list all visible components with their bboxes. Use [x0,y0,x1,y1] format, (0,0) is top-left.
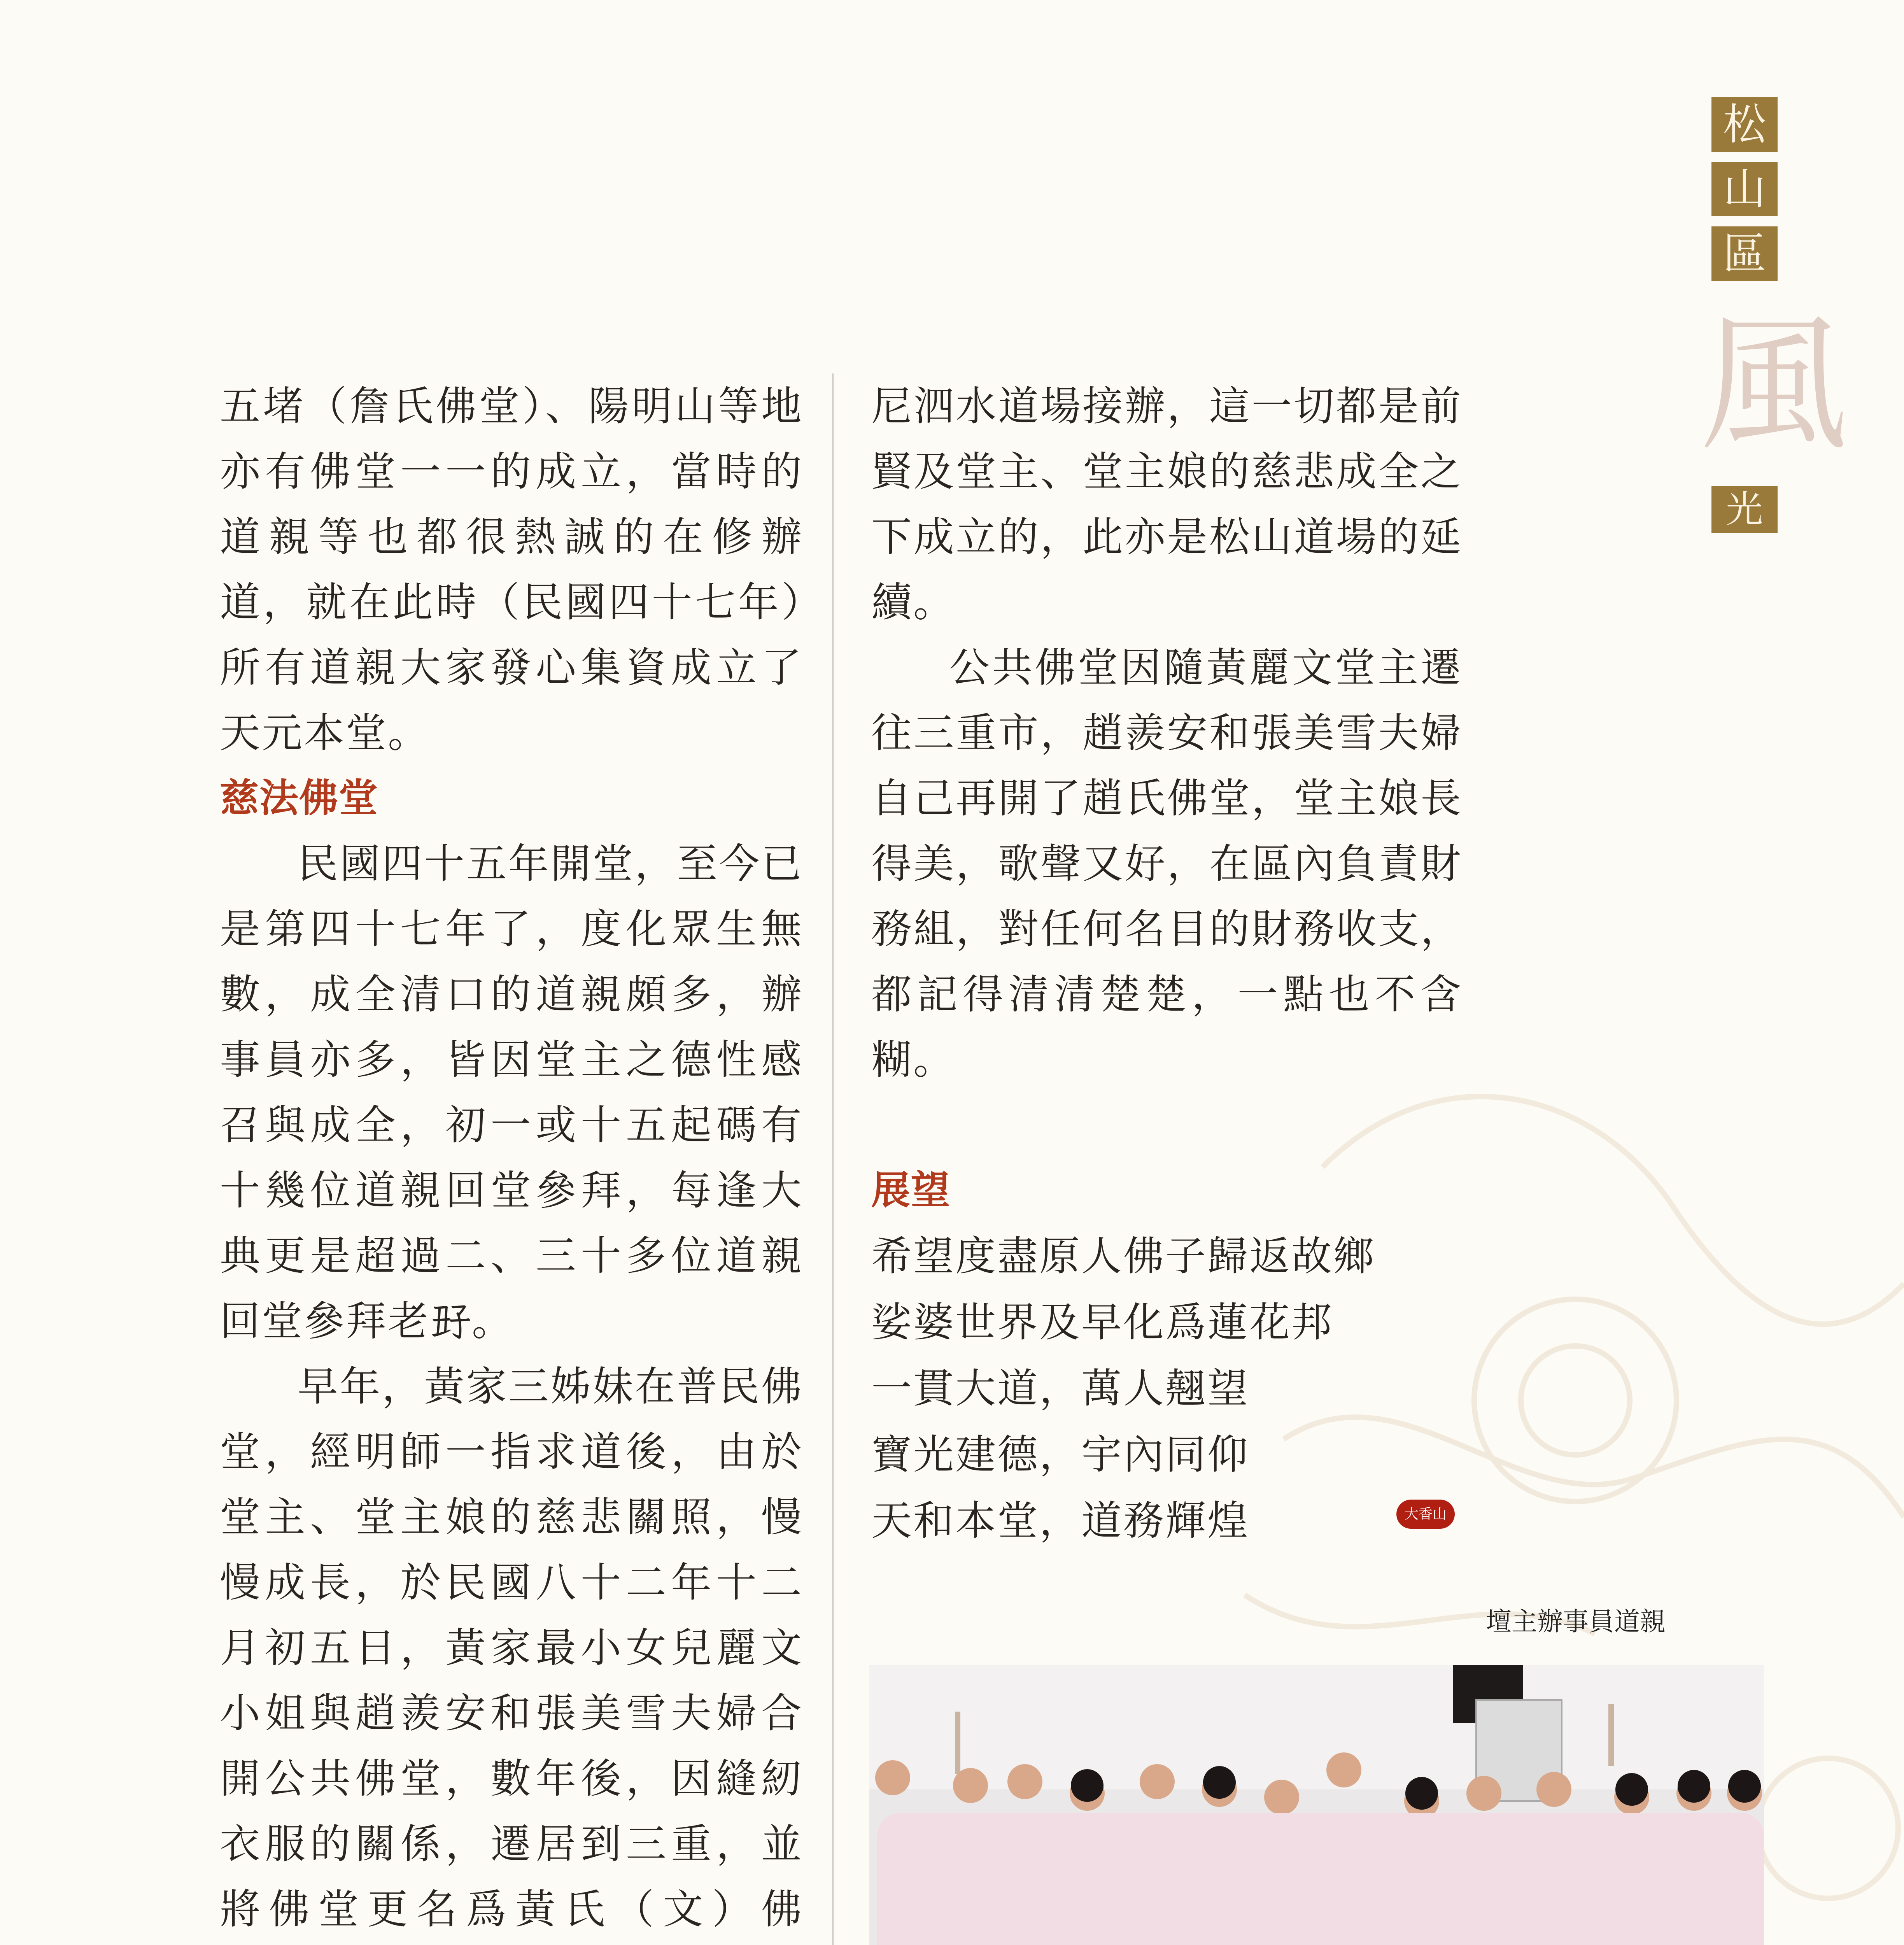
badge-char-3: 區 [1711,226,1778,281]
paragraph: 民國四十五年開堂，至今已是第四十七年了，度化眾生無數，成全清口的道親頗多，辦事員亦多，皆因堂主之德性感召與成全，初一或十五起碼有十幾位道親回堂參拜，每逢大典更是超過二、三十多位道親回堂參拜老𡥆。 [220,840,803,1345]
paragraph: 公共佛堂因隨黃麗文堂主遷往三重市，趙羨安和張美雪夫婦自己再開了趙氏佛堂，堂主娘長得美，歌聲又好，在區內負責財務組，對任何名目的財務收支，都記得清清楚楚，一點也不含糊。 [871,644,1463,1083]
photo-caption: 壇主辦事員道親 [1486,1607,1666,1637]
paragraph: 五堵（詹氏佛堂）、陽明山等地亦有佛堂一一的成立，當時的道親等也都很熱誠的在修辦道，就在此時（民國四十七年）所有道親大家發心集資成立了天元本堂。 [220,382,803,757]
seal-stamp: 大香山 [1396,1500,1455,1529]
verse-line: 天和本堂，道務輝煌 [871,1497,1250,1544]
badge-char-5: 光 [1711,486,1778,533]
badge-char-4: 風 [1700,299,1848,471]
badge-char-1: 松 [1711,97,1778,152]
section-badge [1700,97,1848,531]
column-divider [832,373,834,1945]
verse-line: 一貫大道，萬人翹望 [871,1365,1250,1412]
section-heading: 展望 [871,1167,951,1213]
verse-line: 娑婆世界及早化爲蓮花邦 [871,1298,1334,1346]
right-column [871,373,1463,1554]
group-photo [869,1665,1764,1945]
verse-line: 希望度盡原人佛子歸返故鄉 [871,1232,1376,1280]
section-heading: 慈法佛堂 [220,775,378,821]
left-column [220,373,803,1945]
paragraph: 尼泗水道場接辦，這一切都是前賢及堂主、堂主娘的慈悲成全之下成立的，此亦是松山道場的延續。 [871,382,1463,626]
group-photo-illustration [869,1665,1764,1945]
verse-line: 寶光建德，宇內同仰 [871,1431,1250,1478]
badge-char-2: 山 [1711,162,1778,216]
vision-verse [871,1223,1463,1554]
paragraph: 早年，黃家三姊妹在普民佛堂，經明師一指求道後，由於堂主、堂主娘的慈悲關照，慢慢成長，於民國八十二年十二月初五日，黃家最小女兒麗文小姐與趙羨安和張美雪夫婦合開公共佛堂，數年後，因縫紉衣服的關係，遷居到三重，並將佛堂更名爲黃氏（文）佛 [220,1363,803,1933]
